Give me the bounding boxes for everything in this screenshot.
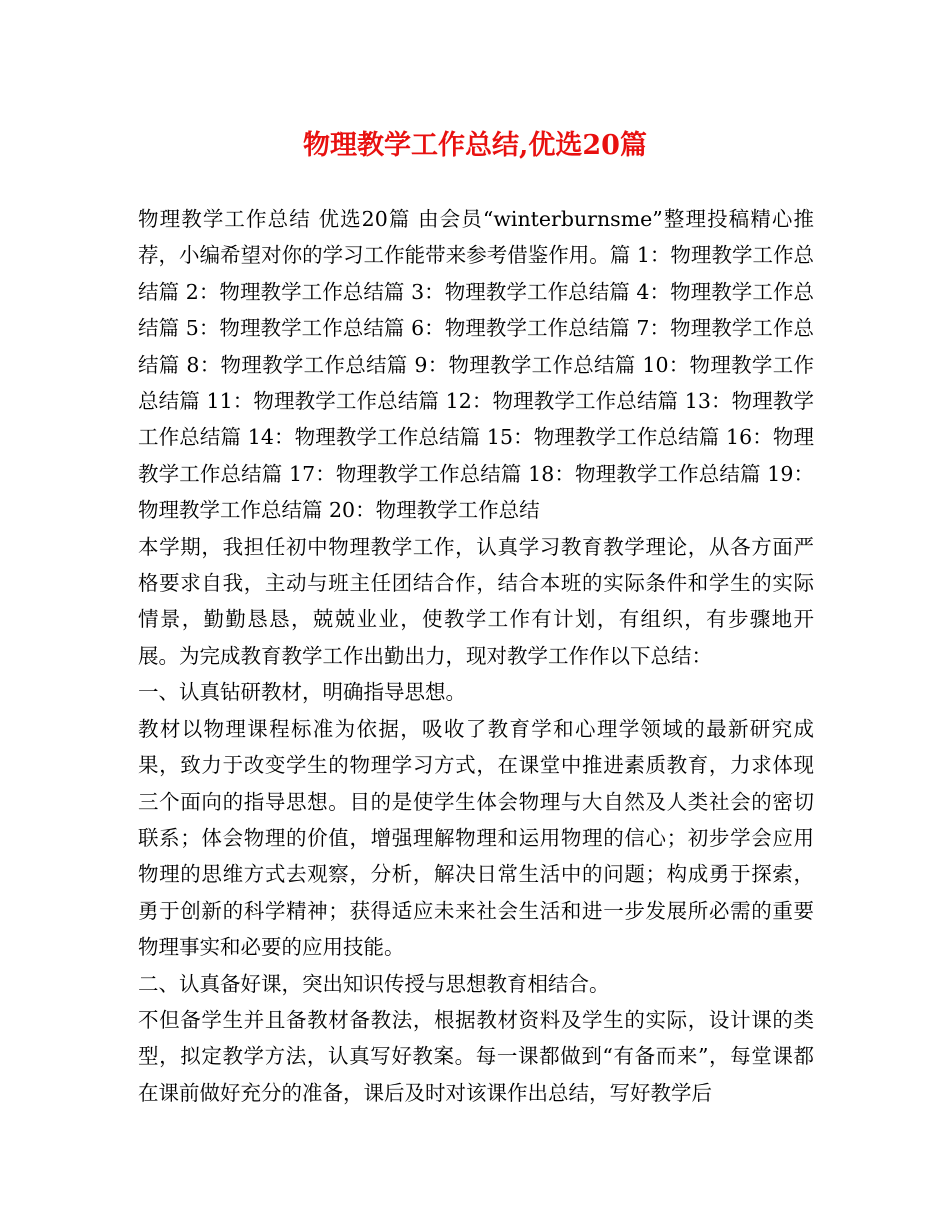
section-heading-2: 二、认真备好课，突出知识传授与思想教育相结合。 [138, 971, 610, 996]
document-body [138, 201, 814, 1111]
section-heading-1: 一、认真钻研教材，明确指导思想。 [138, 680, 466, 705]
intro-paragraph: 物理教学工作总结 优选20篇 由会员“winterburnsme”整理投稿精心推荐，小编希望对你的学习工作能带来参考借鉴作用。篇 1：物理教学工作总结篇 2：物理教学工作总结篇 3：物理教学工作总结篇 4：物理教学工作总结篇 5：物理教学工作总结篇 6：物理教学工作总结篇 7：物理教学工作总结篇 8：物理教学工作总结篇 9：物理教学工作总结篇 10：物理教学工作总结篇 11：物理教学工作总结篇 12：物理教学工作总结篇 13：物理教学工作总结篇 14：物理教学工作总结篇 15：物理教学工作总结篇 16：物理教学工作总结篇 17：物理教学工作总结篇 18：物理教学工作总结篇 19：物理教学工作总结篇 20：物理教学工作总结 [138, 207, 814, 523]
section-paragraph-2: 不但备学生并且备教材备教法，根据教材资料及学生的实际，设计课的类型，拟定教学方法，认真写好教案。每一课都做到“有备而来”，每堂课都在课前做好充分的准备，课后及时对该课作出总结，写好教学后 [138, 1007, 814, 1105]
opening-paragraph: 本学期，我担任初中物理教学工作，认真学习教育教学理论，从各方面严格要求自我，主动与班主任团结合作，结合本班的实际条件和学生的实际情景，勤勤恳恳，兢兢业业，使教学工作有计划，有组织，有步骤地开展。为完成教育教学工作出勤出力，现对教学工作作以下总结： [138, 534, 814, 668]
section-paragraph-1: 教材以物理课程标准为依据，吸收了教育学和心理学领域的最新研究成果，致力于改变学生的物理学习方式，在课堂中推进素质教育，力求体现三个面向的指导思想。目的是使学生体会物理与大自然及人类社会的密切联系；体会物理的价值，增强理解物理和运用物理的信心；初步学会应用物理的思维方式去观察，分析，解决日常生活中的问题；构成勇于探索，勇于创新的科学精神；获得适应未来社会生活和进一步发展所必需的重要物理事实和必要的应用技能。 [138, 716, 814, 960]
document-title: 物理教学工作总结,优选20篇 [303, 130, 647, 161]
